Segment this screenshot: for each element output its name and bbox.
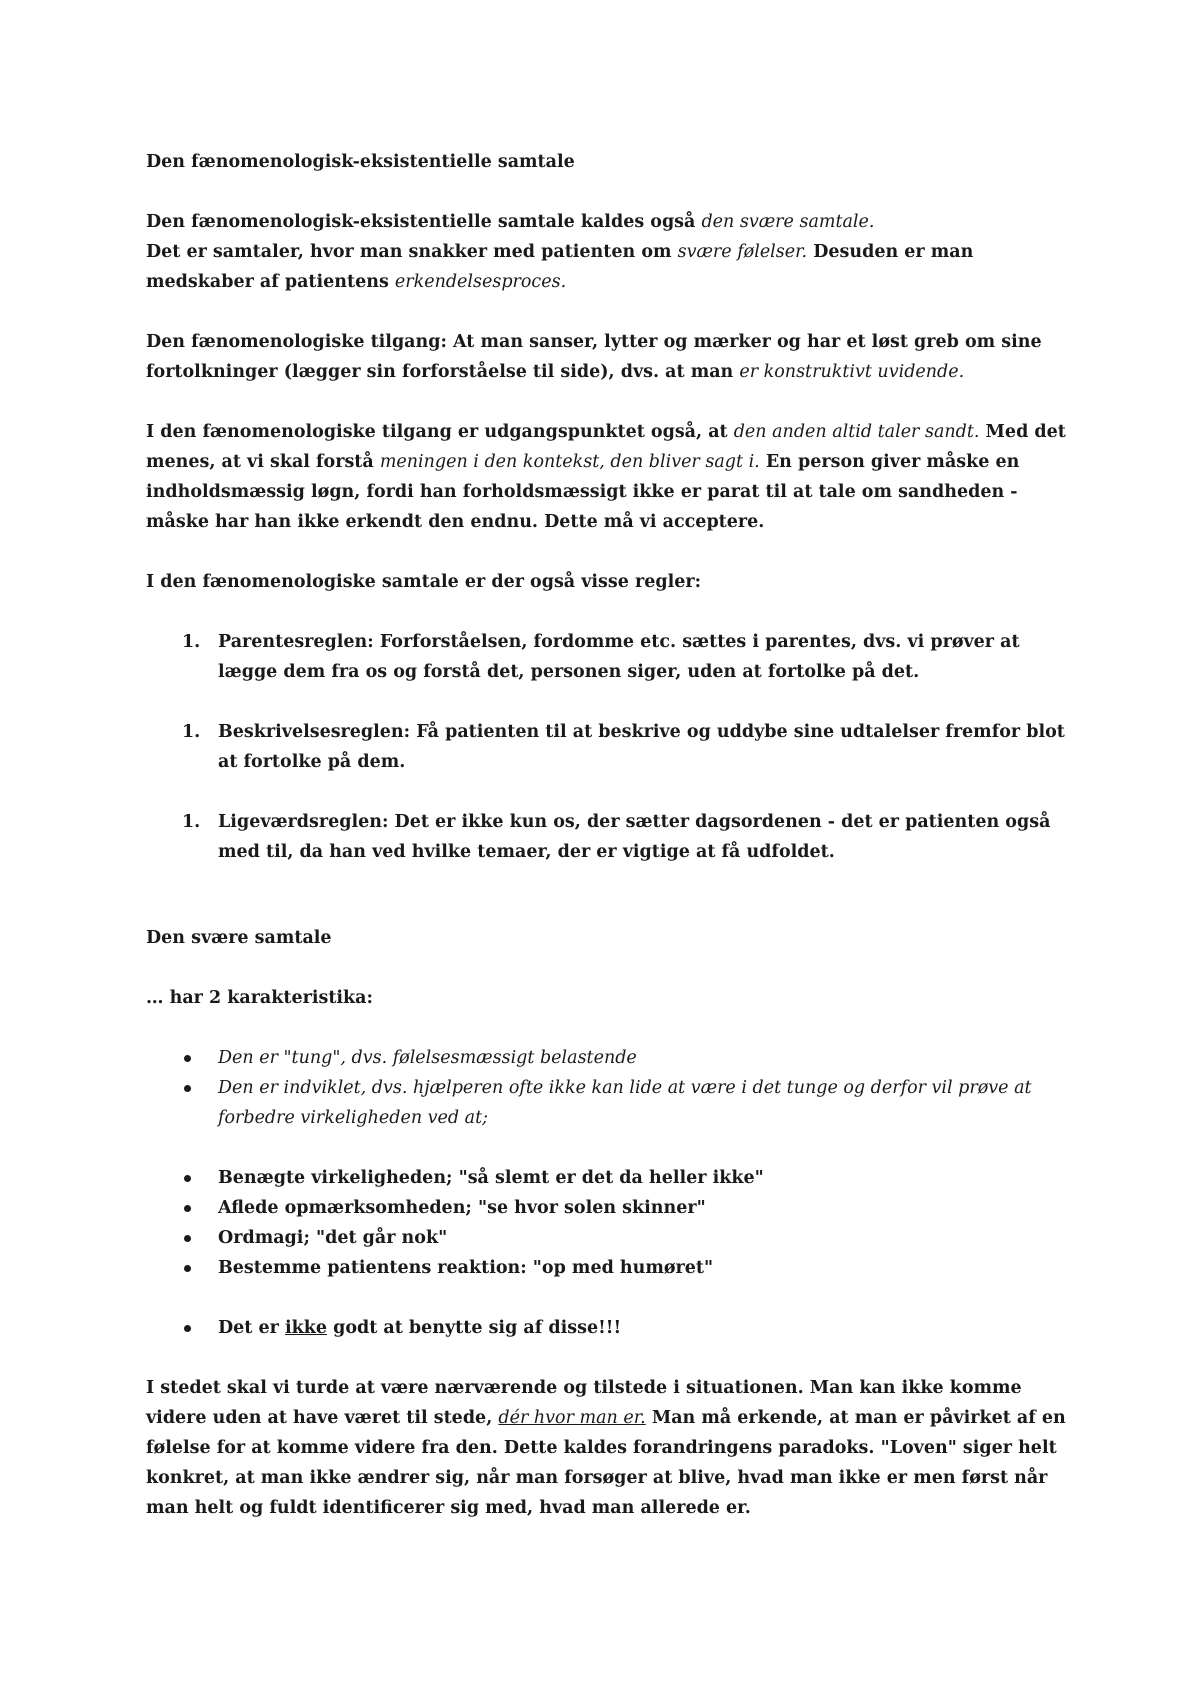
rule-text: Parentesreglen: Forforståelsen, fordomme etc. sættes i parentes, dvs. vi prøver at lægge dem fra os og forstå det, personen siger, uden at fortolke på det. (218, 632, 1020, 682)
udgang-text-3: En person giver måske en indholdsmæssig løgn, fordi han forholdsmæssigt ikke er parat til at tale om sandheden - måske har han ikke erkendt den endnu. Dette må vi acceptere. (146, 452, 1020, 532)
intro-paragraph (146, 207, 1076, 297)
rules-list (146, 627, 1076, 687)
rule-text: Ligeværdsreglen: Det er ikke kun os, der sætter dagsordenen - det er patienten også med til, da han ved hvilke temaer, der er vigtige at få udfoldet. (218, 812, 1051, 862)
intro-text-1: Den fænomenologisk-eksistentielle samtale kaldes også (146, 212, 702, 232)
list-item-text: Den er indviklet, dvs. hjælperen ofte ikke kan lide at være i det tunge og derfor vil prøve at forbedre virkeligheden ved at; (218, 1078, 1032, 1128)
warning-text-2: godt at benytte sig af disse!!! (326, 1318, 622, 1338)
bullet-icon (184, 1235, 191, 1242)
list-item (146, 1073, 1076, 1133)
section-title-svaere-samtale: Den svære samtale (146, 928, 332, 948)
conclusion-text-2: Man må erkende, at man er påvirket af en følelse for at komme videre fra den. Dette kaldes forandringens paradoks. "Loven" siger helt konkret, at man ikke ændrer sig, når man forsøger at blive, hvad man ikke er men først når man helt og fuldt identificerer sig med, hvad man allerede er. (146, 1408, 1066, 1518)
list-item-text: Den er "tung", dvs. følelsesmæssigt belastende (218, 1048, 637, 1068)
list-item-text: Benægte virkeligheden; "så slemt er det da heller ikke" (218, 1168, 764, 1188)
rules-list (146, 807, 1076, 867)
udgang-italic-1: den anden altid taler sandt. (733, 422, 980, 442)
bullet-icon (184, 1205, 191, 1212)
list-item (146, 1163, 1076, 1193)
karakteristika-line: … har 2 karakteristika: (146, 988, 373, 1008)
bullet-icon (184, 1325, 191, 1332)
rules-list (146, 717, 1076, 777)
rule-number: 1. (182, 722, 201, 742)
bold-bullet-list (146, 1163, 1076, 1283)
list-item (146, 1043, 1076, 1073)
udgang-text-2: Med det menes, at vi skal forstå (146, 422, 1066, 472)
list-item-text: Bestemme patientens reaktion: "op med humøret" (218, 1258, 714, 1278)
udgangspunkt-paragraph (146, 417, 1076, 537)
rule-number: 1. (182, 812, 201, 832)
conclusion-text-1: I stedet skal vi turde at være nærværende og tilstede i situationen. Man kan ikke komme videre uden at have været til stede, (146, 1378, 1022, 1428)
intro-text-2: Det er samtaler, hvor man snakker med patienten om (146, 242, 678, 262)
tilgang-paragraph (146, 327, 1076, 387)
intro-italic-1: den svære samtale. (701, 212, 875, 232)
regler-intro: I den fænomenologiske samtale er der også visse regler: (146, 572, 702, 592)
list-item (146, 1313, 1076, 1343)
rule-item (146, 627, 1076, 687)
rule-item (146, 717, 1076, 777)
rule-text: Beskrivelsesreglen: Få patienten til at beskrive og uddybe sine udtalelser fremfor blot at fortolke på dem. (218, 722, 1065, 772)
warning-text-1: Det er (218, 1318, 285, 1338)
intro-italic-2: svære følelser. (677, 242, 808, 262)
bullet-icon (184, 1175, 191, 1182)
udgang-italic-2: meningen i den kontekst, den bliver sagt i. (379, 452, 760, 472)
bullet-icon (184, 1085, 191, 1092)
warning-bullet-list (146, 1313, 1076, 1343)
bullet-icon (184, 1265, 191, 1272)
list-item (146, 1193, 1076, 1223)
warning-underlined: ikke (284, 1318, 327, 1338)
italic-bullet-list (146, 1043, 1076, 1133)
list-item (146, 1253, 1076, 1283)
document-body (146, 147, 1076, 1523)
list-item (146, 1223, 1076, 1253)
conclusion-italic-underlined: dér hvor man er. (498, 1408, 646, 1428)
conclusion-paragraph (146, 1373, 1076, 1523)
document-title: Den fænomenologisk-eksistentielle samtale (146, 152, 575, 172)
tilgang-italic: er konstruktivt uvidende. (739, 362, 965, 382)
list-item-text: Aflede opmærksomheden; "se hvor solen skinner" (218, 1198, 706, 1218)
list-item-text: Ordmagi; "det går nok" (218, 1228, 448, 1248)
bullet-icon (184, 1055, 191, 1062)
tilgang-text: Den fænomenologiske tilgang: At man sanser, lytter og mærker og har et løst greb om sine fortolkninger (lægger sin forforståelse til side), dvs. at man (146, 332, 1042, 382)
intro-italic-3: erkendelsesproces. (394, 272, 567, 292)
udgang-text-1: I den fænomenologiske tilgang er udgangspunktet også, at (146, 422, 734, 442)
rule-number: 1. (182, 632, 201, 652)
intro-text-3: Desuden er man medskaber af patientens (146, 242, 974, 292)
rule-item (146, 807, 1076, 867)
